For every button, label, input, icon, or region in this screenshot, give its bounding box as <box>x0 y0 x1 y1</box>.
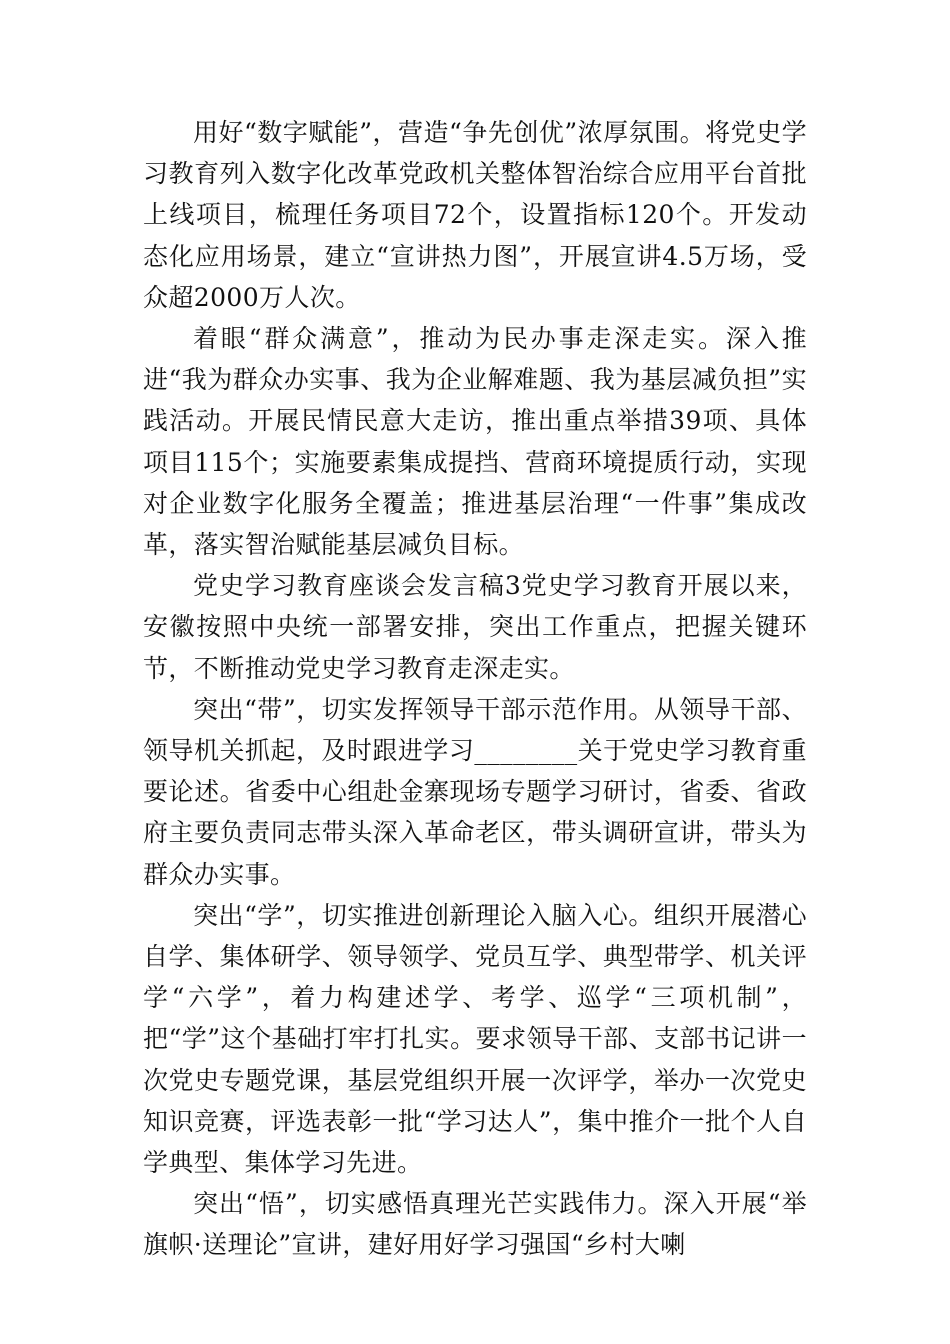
document-page <box>143 112 807 1266</box>
paragraph-comprehend: 突出“悟”，切实感悟真理光芒实践伟力。深入开展“举旗帜·送理论”宣讲，建好用好学习强国“乡村大喇 <box>143 1189 807 1260</box>
paragraph-anhui-intro: 党史学习教育座谈会发言稿3党史学习教育开展以来，安徽按照中央统一部署安排，突出工作重点，把握关键环节，不断推动党史学习教育走深走实。 <box>143 571 807 683</box>
paragraph-public-satisfaction: 着眼“群众满意”，推动为民办事走深走实。深入推进“我为群众办实事、我为企业解难题、我为基层减负担”实践活动。开展民情民意大走访，推出重点举措39项、具体项目115个；实施要素集成提挡、营商环境提质行动，实现对企业数字化服务全覆盖；推进基层治理“一件事”集成改革，落实智治赋能基层减负目标。 <box>143 324 807 560</box>
paragraph-study: 突出“学”，切实推进创新理论入脑入心。组织开展潜心自学、集体研学、领导领学、党员互学、典型带学、机关评学“六学”，着力构建述学、考学、巡学“三项机制”，把“学”这个基础打牢打扎实。要求领导干部、支部书记讲一次党史专题党课，基层党组织开展一次评学，举办一次党史知识竞赛，评选表彰一批“学习达人”，集中推介一批个人自学典型、集体学习先进。 <box>143 900 807 1178</box>
paragraph-lead-by-example: 突出“带”，切实发挥领导干部示范作用。从领导干部、领导机关抓起，及时跟进学习________关于党史学习教育重要论述。省委中心组赴金寨现场专题学习研讨，省委、省政府主要负责同志带头深入革命老区，带头调研宣讲，带头为群众办实事。 <box>143 694 807 889</box>
paragraph-digital-empowerment: 用好“数字赋能”，营造“争先创优”浓厚氛围。将党史学习教育列入数字化改革党政机关整体智治综合应用平台首批上线项目，梳理任务项目72个，设置指标120个。开发动态化应用场景，建立“宣讲热力图”，开展宣讲4.5万场，受众超2000万人次。 <box>143 118 807 312</box>
